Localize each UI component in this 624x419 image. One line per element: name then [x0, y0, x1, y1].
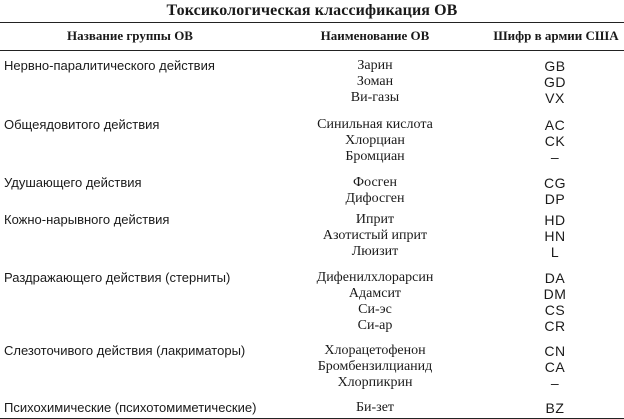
header-us-army-code: Шифр в армии США — [493, 28, 619, 43]
header-bottom-rule — [0, 50, 624, 51]
group-name: Нервно-паралитического действия — [4, 58, 215, 73]
agent-name: Хлорацетофенон — [324, 343, 426, 358]
agent-codes — [500, 212, 610, 260]
agent-code: L — [550, 244, 560, 260]
agent-name: Хлорциан — [345, 133, 405, 148]
agent-code: CG — [544, 175, 566, 191]
agent-code: HD — [544, 212, 566, 228]
agent-names — [260, 175, 490, 207]
header-agent-name: Наименование ОВ — [320, 28, 430, 43]
agent-name: Си-ар — [357, 318, 393, 333]
group-name: Психохимические (психотомиметические) — [4, 400, 257, 415]
agent-name: Дифенилхлорарсин — [316, 270, 434, 285]
agent-code: CA — [544, 359, 566, 375]
agent-names — [260, 212, 490, 260]
agent-code: DP — [544, 191, 566, 207]
agent-code: CS — [544, 302, 566, 318]
group-name: Раздражающего действия (стерниты) — [4, 270, 231, 285]
agent-name: Иприт — [355, 212, 395, 227]
agent-codes — [500, 58, 610, 106]
agent-name: Бромбензилцианид — [317, 359, 433, 374]
agent-code: CN — [544, 343, 566, 359]
agent-code: BZ — [545, 400, 565, 416]
agent-code: – — [550, 375, 560, 391]
agent-names — [260, 270, 490, 334]
agent-names — [260, 117, 490, 165]
group-name: Общеядовитого действия — [4, 117, 160, 132]
agent-names — [260, 343, 490, 391]
group-name: Слезоточивого действия (лакриматоры) — [4, 343, 246, 358]
agent-code: CR — [544, 318, 566, 334]
group-name: Кожно-нарывного действия — [4, 212, 170, 227]
agent-name: Хлорпикрин — [337, 375, 413, 390]
agent-name: Фосген — [353, 175, 397, 190]
agent-name: Си-эс — [358, 302, 392, 317]
agent-name: Азотистый иприт — [322, 228, 428, 243]
agent-code: DA — [544, 270, 566, 286]
group-name: Удушающего действия — [4, 175, 142, 190]
agent-name: Зоман — [356, 74, 394, 89]
agent-name: Ви-газы — [350, 90, 400, 105]
agent-codes — [500, 400, 610, 416]
agent-codes — [500, 117, 610, 165]
agent-code: AC — [544, 117, 566, 133]
agent-name: Синильная кислота — [317, 117, 433, 132]
agent-name: Бромциан — [345, 149, 405, 164]
agent-code: CK — [544, 133, 566, 149]
agent-code: GB — [544, 58, 566, 74]
agent-name: Адамсит — [348, 286, 402, 301]
agent-names — [260, 58, 490, 106]
agent-name: Дифосген — [345, 191, 405, 206]
page-title: Токсикологическая классификация ОВ — [166, 2, 458, 19]
agent-code: – — [550, 149, 560, 165]
agent-code: HN — [544, 228, 566, 244]
agent-codes — [500, 343, 610, 391]
agent-code: VX — [545, 90, 565, 106]
agent-codes — [500, 175, 610, 207]
agent-name: Зарин — [357, 58, 393, 73]
agent-code: DM — [543, 286, 567, 302]
agent-name: Люизит — [351, 244, 399, 259]
agent-codes — [500, 270, 610, 334]
agent-code: GD — [544, 74, 566, 90]
agent-name: Би-зет — [355, 400, 395, 415]
header-group-name: Название группы ОВ — [67, 28, 193, 43]
agent-names — [260, 400, 490, 416]
